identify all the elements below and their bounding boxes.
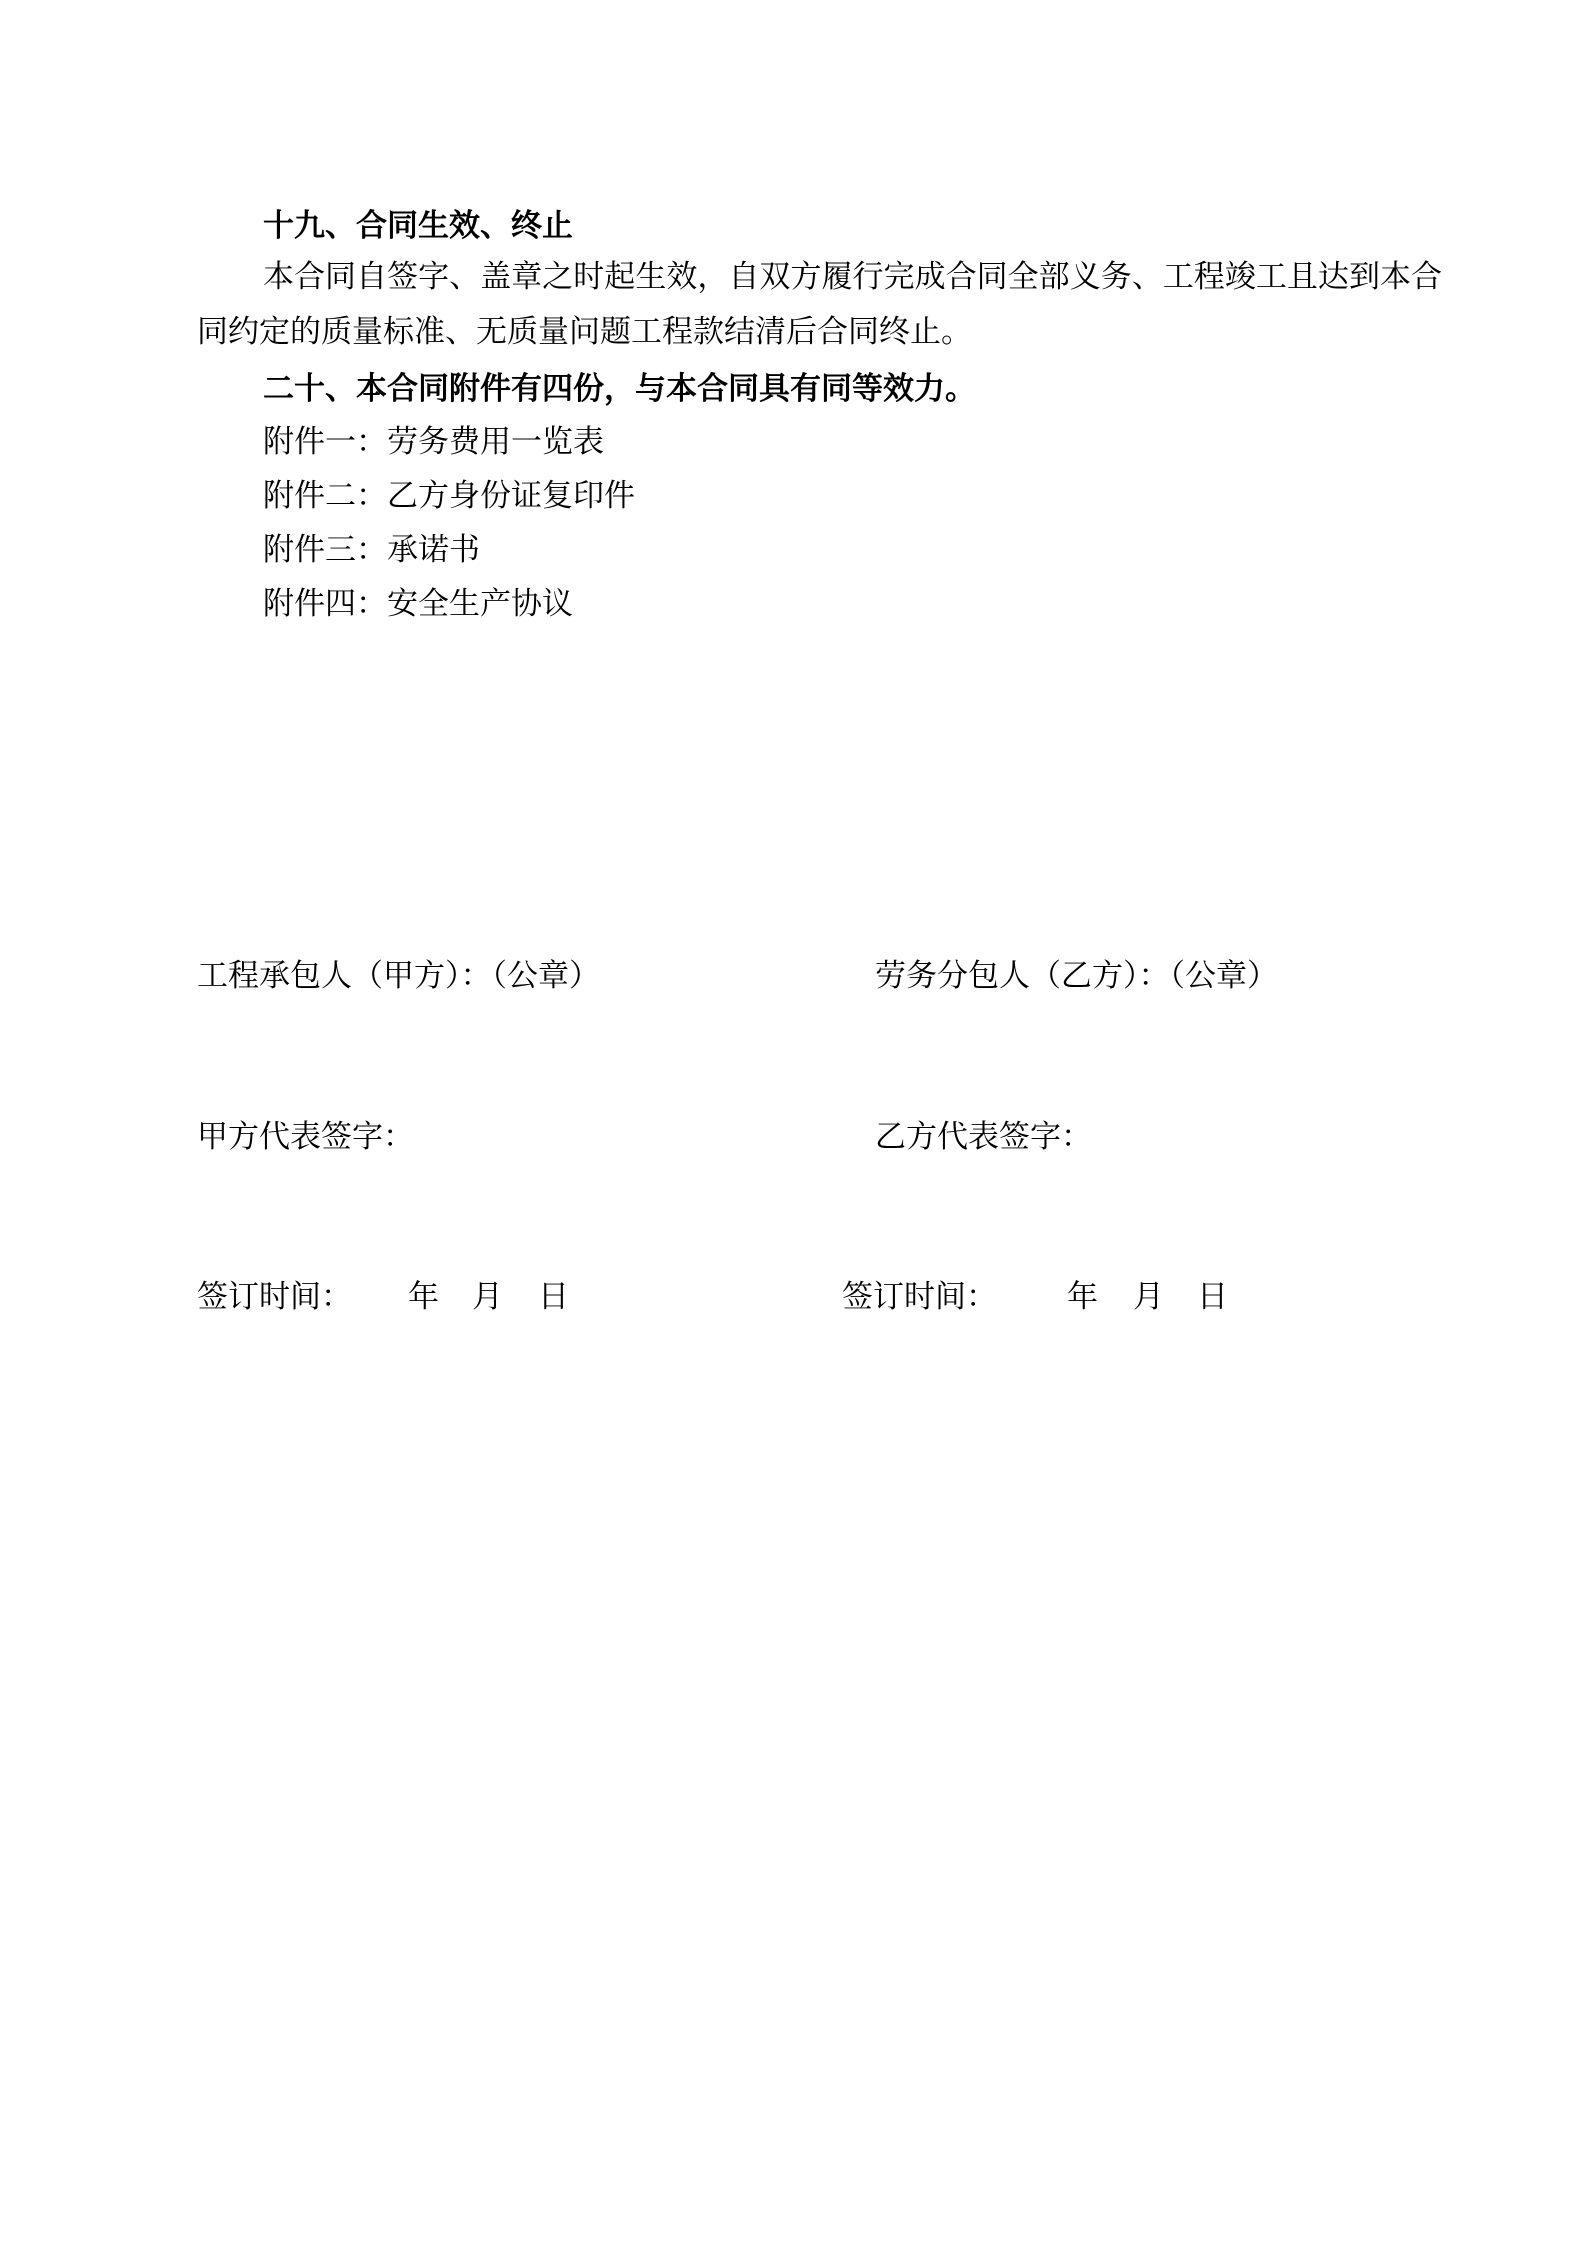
section-20-heading: 二十、本合同附件有四份，与本合同具有同等效力。 (263, 371, 976, 407)
section-19-body: 本合同自签字、盖章之时起生效，自双方履行完成合同全部义务、工程竣工且达到本合同约定的质量标准、无质量问题工程款结清后合同终止。 (197, 259, 1442, 350)
party-b-date-year: 年 (1067, 1279, 1098, 1315)
party-a-seal-label: 工程承包人（甲方）：（公章） (197, 958, 600, 994)
party-a-date-month: 月 (472, 1279, 503, 1315)
party-b-representative-label: 乙方代表签字： (875, 1119, 1092, 1155)
party-a-sign-date-label: 签订时间： (197, 1279, 352, 1315)
attachment-item-3: 附件三：承诺书 (263, 532, 480, 568)
party-a-date-day: 日 (538, 1279, 569, 1315)
attachment-item-2: 附件二：乙方身份证复印件 (263, 478, 635, 514)
party-b-date-day: 日 (1197, 1279, 1228, 1315)
party-b-seal-label: 劳务分包人（乙方）：（公章） (875, 958, 1278, 994)
party-b-sign-date-label: 签订时间： (842, 1279, 997, 1315)
party-a-representative-label: 甲方代表签字： (197, 1119, 414, 1155)
attachment-item-4: 附件四：安全生产协议 (263, 586, 573, 622)
party-b-date-month: 月 (1133, 1279, 1164, 1315)
attachment-item-1: 附件一：劳务费用一览表 (263, 424, 604, 460)
party-a-date-year: 年 (408, 1279, 439, 1315)
section-19-heading: 十九、合同生效、终止 (263, 208, 573, 244)
